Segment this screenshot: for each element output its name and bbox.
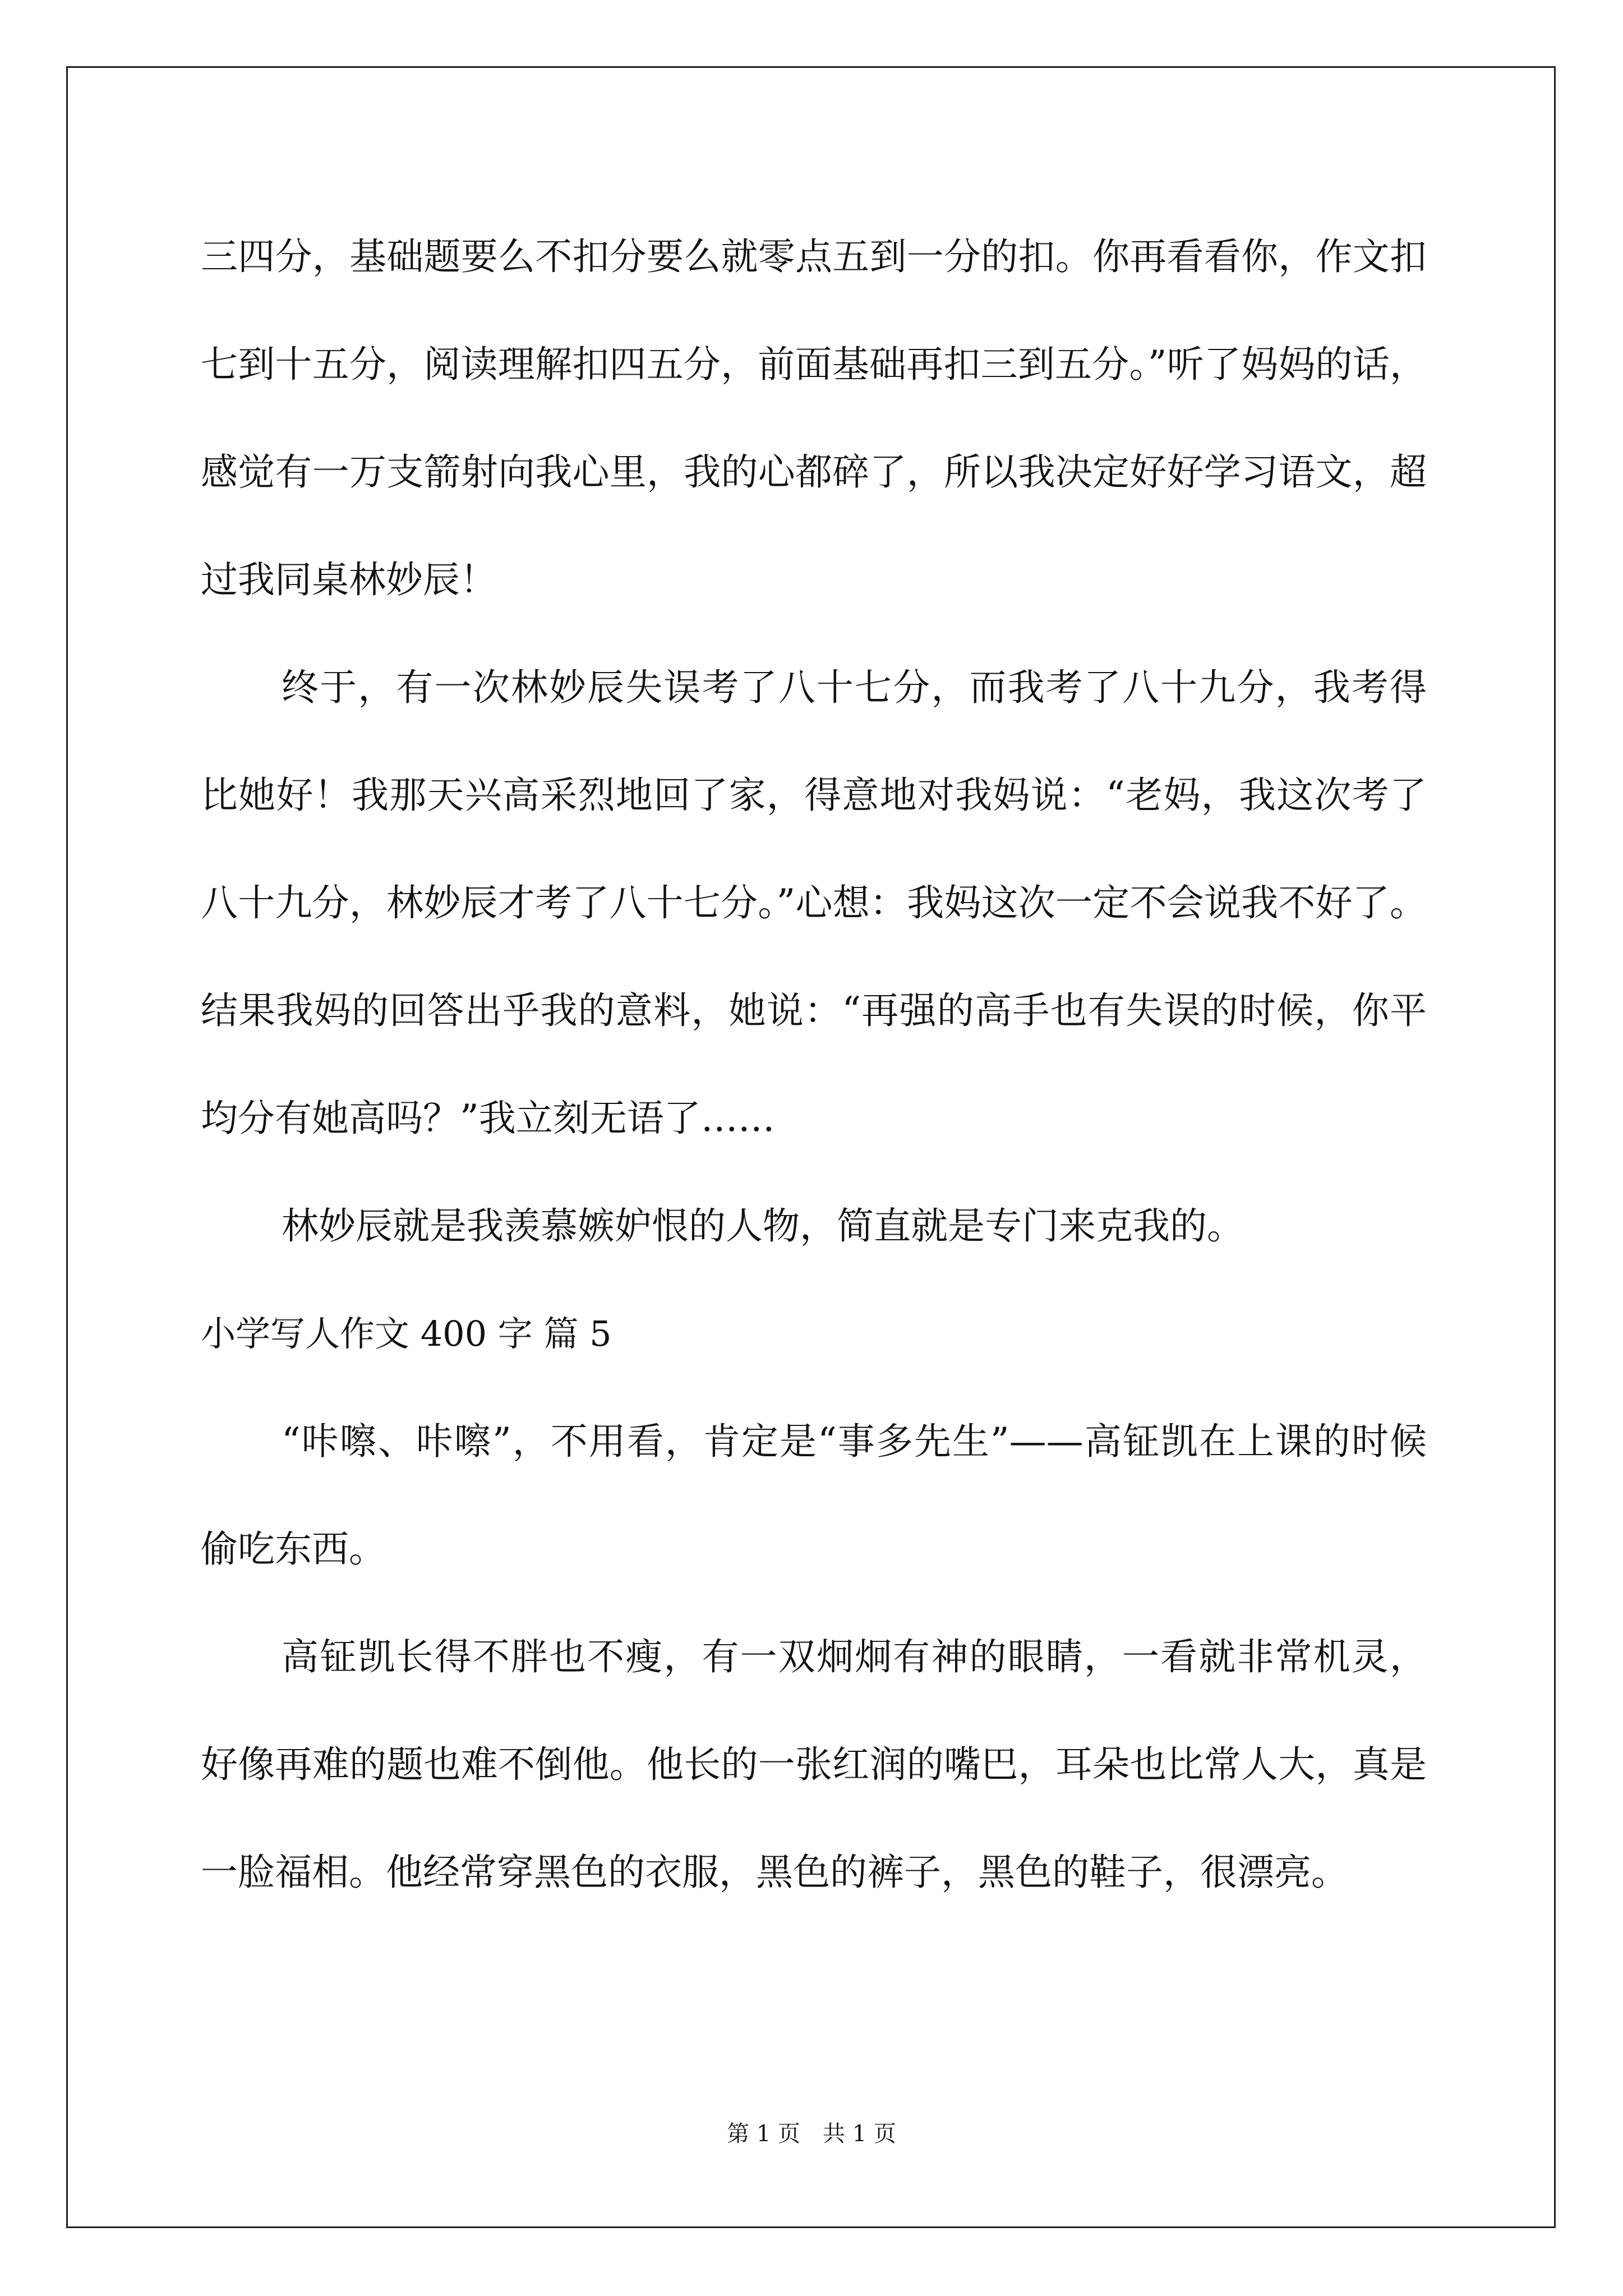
page-number: 第 1 页 — [727, 2121, 800, 2147]
page-total: 共 1 页 — [823, 2121, 896, 2147]
page-footer — [0, 2117, 1623, 2151]
section-heading: 小学写人作文 400 字 篇 5 — [201, 1313, 612, 1354]
paragraph-3: 林妙辰就是我羡慕嫉妒恨的人物，简直就是专门来克我的。 — [282, 1204, 1244, 1248]
section-paragraph-1: “咔嚓、咔嚓”，不用看，肯定是“事多先生”——高钲凯在上课的时候偷吃东西。 — [201, 1420, 1427, 1571]
document-body — [201, 203, 1427, 1926]
paragraph-2: 终于，有一次林妙辰失误考了八十七分，而我考了八十九分，我考得比她好！我那天兴高采烈地回了家，得意地对我妈说：“老妈，我这次考了八十九分，林妙辰才考了八十七分。”心想：我妈这次一定不会说我不好了。结果我妈的回答出乎我的意料，她说：“再强的高手也有失误的时候，你平均分有她高吗？”我立刻无语了…… — [201, 666, 1427, 1140]
section-paragraph-2: 高钲凯长得不胖也不瘦，有一双炯炯有神的眼睛，一看就非常机灵，好像再难的题也难不倒他。他长的一张红润的嘴巴，耳朵也比常人大，真是一脸福相。他经常穿黑色的衣服，黑色的裤子，黑色的鞋子，很漂亮。 — [201, 1635, 1427, 1894]
paragraph-1: 三四分，基础题要么不扣分要么就零点五到一分的扣。你再看看你，作文扣七到十五分，阅读理解扣四五分，前面基础再扣三到五分。”听了妈妈的话，感觉有一万支箭射向我心里，我的心都碎了，所以我决定好好学习语文，超过我同桌林妙辰！ — [201, 235, 1427, 601]
